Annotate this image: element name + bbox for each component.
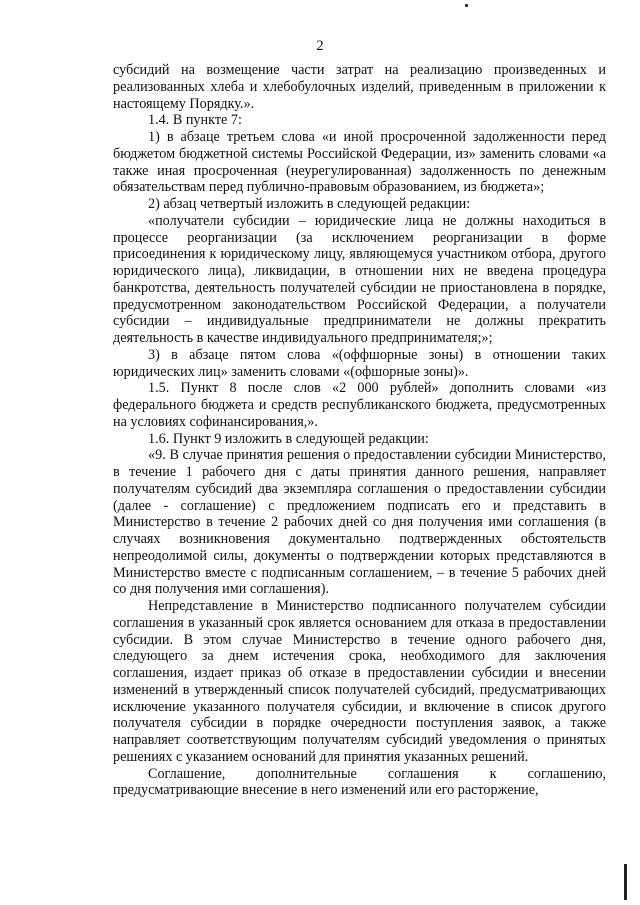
paragraph-1-4-item-2-quote: «получатели субсидии – юридические лица не должны находиться в процессе реорганизации (за исключением реорганизации в форме присоединения к юридическому лицу, являющемуся участником отбора, другого юридического лица), ликвидации, в отношении них не введена процедура банкротства, деятельность получателей субсидии не приостановлена в порядке, предусмотренном законодательством Российской Федерации, а получатели субсидии – индивидуальные предприниматели не должны прекратить деятельность в качестве индивидуального предпринимателя;»; bbox=[113, 212, 606, 346]
paragraph-1-6-point-9: «9. В случае принятия решения о предоставлении субсидии Министерство, в течение 1 рабочего дня с даты принятия данного решения, направляет получателям субсидий два экземпляра соглашения о предоставлении субсидии (далее - соглашение) с предложением подписать его и представить в Министерство в течение 2 рабочих дней со дня получения ими соглашения (в случаях возникновения документально подтвержденных обстоятельств непреодолимой силы, документы о подтверждении которых представляются в Министерство вместе с подписанным соглашением, – в течение 5 рабочих дней со дня получения ими соглашения). bbox=[113, 447, 606, 598]
paragraph-1-4-item-2: 2) абзац четвертый изложить в следующей редакции: bbox=[148, 196, 471, 212]
paragraph-1-4-item-3: 3) в абзаце пятом слова «(оффшорные зоны) в отношении таких юридических лиц» заменить словами «(офшорные зоны)». bbox=[113, 346, 606, 380]
document-body bbox=[113, 62, 606, 799]
paragraph-agreement: Соглашение, дополнительные соглашения к соглашению, предусматривающие внесение в него изменений или его расторжение, bbox=[113, 765, 606, 799]
scan-artifact-right bbox=[624, 864, 627, 900]
paragraph-1-6-heading: 1.6. Пункт 9 изложить в следующей редакции: bbox=[148, 430, 429, 447]
paragraph-1-4-item-1: 1) в абзаце третьем слова «и иной просроченной задолженности перед бюджетом бюджетной системы Российской Федерации, из» заменить словами «а также иная просроченная (неурегулированная) задолженность по денежным обязательствам перед публично-правовым образованием, из бюджета»; bbox=[113, 129, 606, 196]
scan-artifact-top bbox=[465, 4, 468, 7]
paragraph-1-4-heading: 1.4. В пункте 7: bbox=[148, 112, 242, 129]
paragraph-subsidy-ending: субсидий на возмещение части затрат на реализацию произведенных и реализованных хлеба и хлебобулочных изделий, приведенным в приложении к настоящему Порядку.». bbox=[113, 62, 606, 112]
paragraph-non-submission: Непредставление в Министерство подписанного получателем субсидии соглашения в указанный срок является основанием для отказа в предоставлении субсидии. В этом случае Министерство в течение одного рабочего дня, следующего за днем истечения срока, необходимого для заключения соглашения, издает приказ об отказе в предоставлении субсидии и внесении изменений в утвержденный список получателей субсидий, предусматривающих исключение указанного получателя субсидии, и включение в список другого получателя субсидии в порядке очередности поступления заявок, а также направляет соответствующим получателям субсидий уведомления о принятых решениях с указанием оснований для принятия указанных решений. bbox=[113, 598, 606, 765]
paragraph-1-5: 1.5. Пункт 8 после слов «2 000 рублей» дополнить словами «из федерального бюджета и средств республиканского бюджета, предусмотренных на условиях софинансирования,». bbox=[113, 380, 606, 430]
page-number: 2 bbox=[316, 38, 324, 54]
